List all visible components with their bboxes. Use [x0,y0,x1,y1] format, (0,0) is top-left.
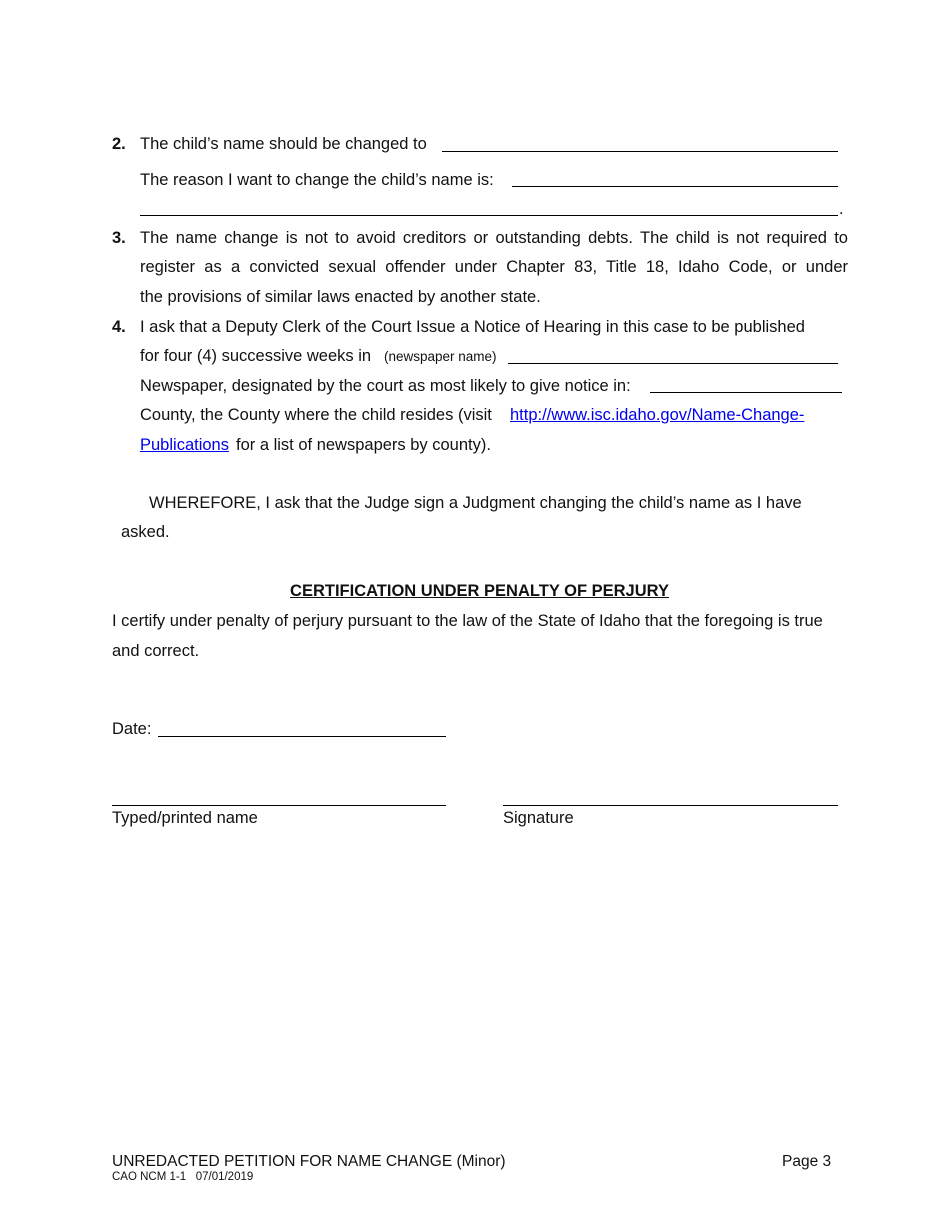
child-new-name-label: The child’s name should be changed to [140,135,427,153]
wherefore-line-1: WHEREFORE, I ask that the Judge sign a Judgment changing the child’s name as I have [149,494,802,512]
item-4-number: 4. [112,318,126,336]
certification-line-2: and correct. [112,642,200,660]
printed-name-field[interactable] [112,805,446,806]
publications-link-part-2[interactable]: Publications [140,436,229,454]
item-3-line-2: register as a convicted sexual offender under Chapter 83, Title 18, Idaho Code, or under [140,258,848,276]
item-4-county-text: County, the County where the child resides (visit [140,406,492,424]
wherefore-line-2: asked. [121,523,170,541]
date-field[interactable] [158,736,446,737]
certification-line-1: I certify under penalty of perjury pursuant to the law of the State of Idaho that the foregoing is true [112,612,823,630]
child-new-name-field[interactable] [442,151,838,152]
newspaper-name-field[interactable] [508,363,838,364]
signature-label: Signature [503,809,574,827]
item-2-number: 2. [112,135,126,153]
reason-label: The reason I want to change the child’s name is: [140,171,494,189]
item-3-line-3: the provisions of similar laws enacted by another state. [140,288,541,306]
item-3-line-1: The name change is not to avoid creditors or outstanding debts. The child is not required to [140,229,848,247]
page-number: Page 3 [782,1153,832,1170]
item-4-weeks-text: for four (4) successive weeks in [140,347,372,365]
publications-link-part-1[interactable]: http://www.isc.idaho.gov/Name-Change- [510,406,805,424]
printed-name-label: Typed/printed name [112,809,258,827]
certification-heading [0,582,950,601]
reason-field-line-2[interactable] [140,215,838,216]
footer-title: UNREDACTED PETITION FOR NAME CHANGE (Minor) [112,1153,506,1170]
date-label: Date: [112,720,152,738]
item-4-newspaper-text: Newspaper, designated by the court as most likely to give notice in: [140,377,631,395]
item-4-line-1: I ask that a Deputy Clerk of the Court Issue a Notice of Hearing in this case to be published [140,318,805,336]
reason-field-line-1[interactable] [512,186,838,187]
item-4-suffix-text: for a list of newspapers by county). [236,436,491,454]
newspaper-name-hint: (newspaper name) [384,349,497,364]
item-3-number: 3. [112,229,126,247]
form-code: CAO NCM 1-1 07/01/2019 [112,1171,254,1183]
signature-field[interactable] [503,805,838,806]
reason-period: . [839,200,844,218]
certification-heading-text: CERTIFICATION UNDER PENALTY OF PERJURY [290,582,669,600]
county-field[interactable] [650,392,842,393]
